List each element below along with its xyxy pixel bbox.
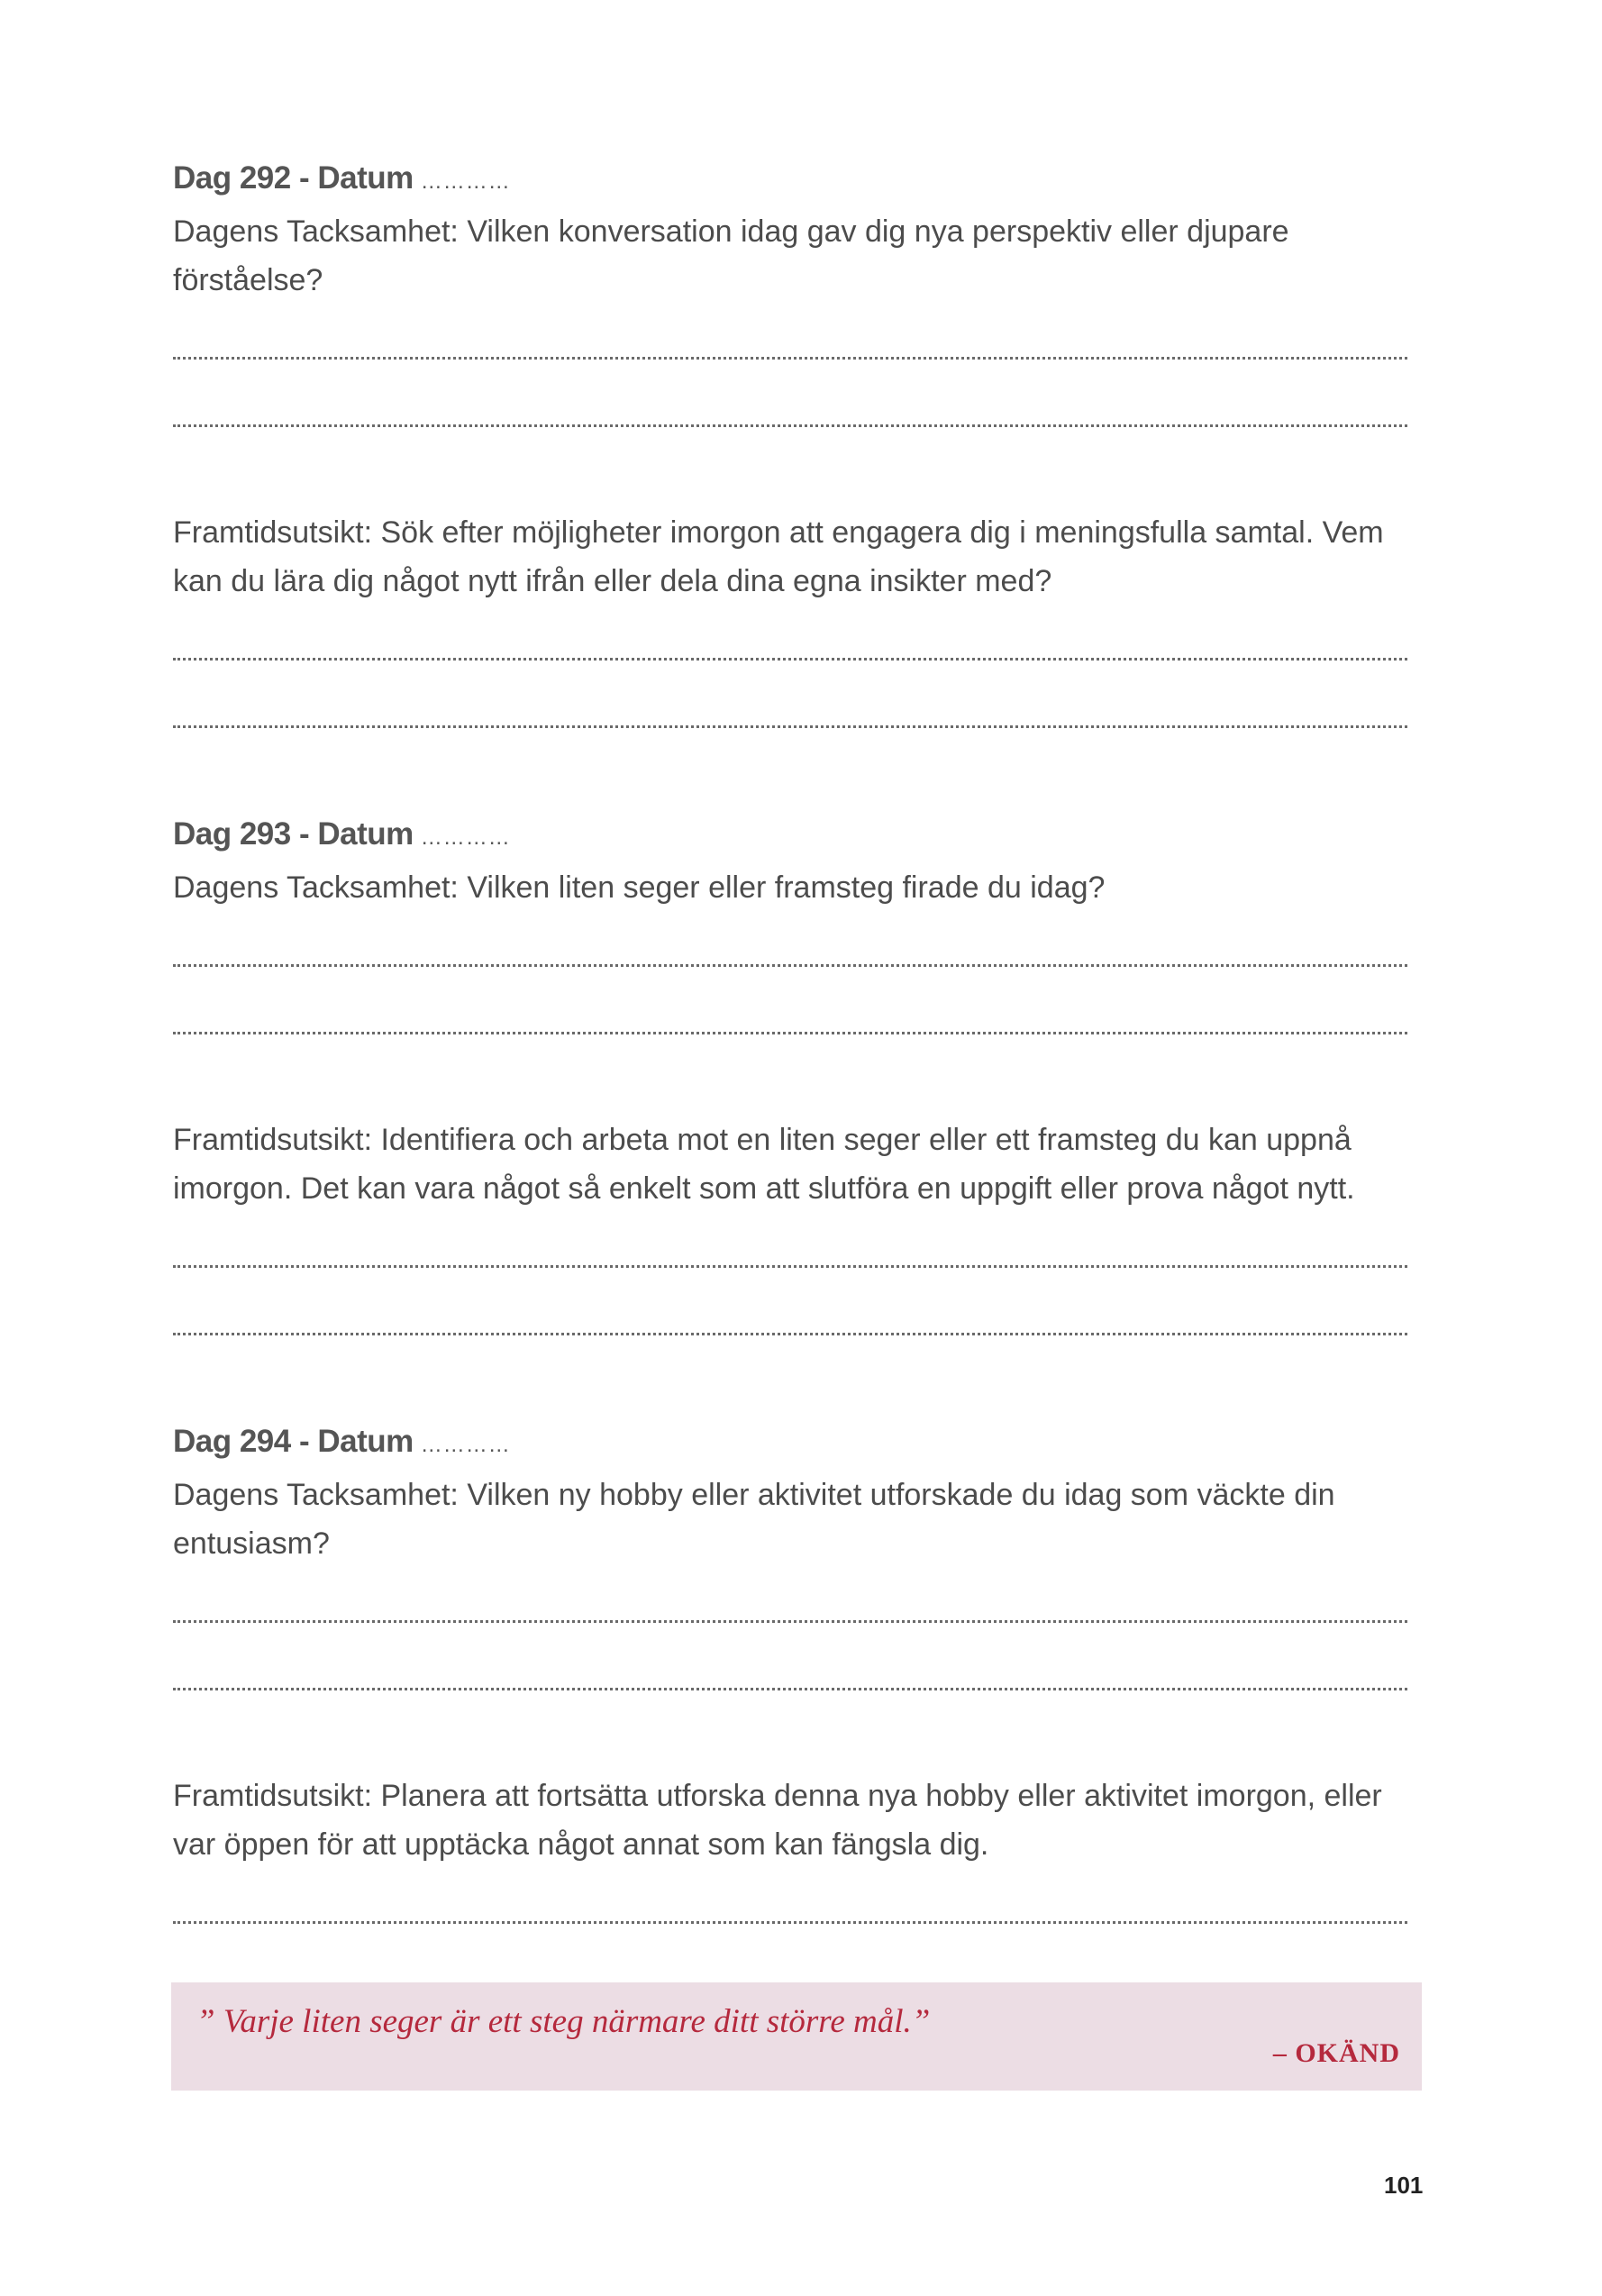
day-heading <box>173 1417 1407 1471</box>
day-entry-294 <box>173 1417 1407 1991</box>
quote-box <box>171 1982 1422 2091</box>
day-heading <box>173 153 1407 207</box>
day-heading <box>173 809 1407 863</box>
page-number: 101 <box>1384 2172 1424 2199</box>
day-title: Dag 294 - Datum <box>173 1424 414 1459</box>
day-entry-292 <box>173 153 1407 809</box>
date-field[interactable]: ………… <box>420 1433 511 1457</box>
quote-text: ” Varje liten seger är ett steg närmare ditt större mål.” <box>196 2003 931 2040</box>
day-title: Dag 293 - Datum <box>173 816 414 852</box>
gratitude-prompt: Dagens Tacksamhet: Vilken konversation idag gav dig nya perspektiv eller djupare förståelse? <box>173 214 1289 297</box>
day-title: Dag 292 - Datum <box>173 160 414 196</box>
outlook-prompt: Framtidsutsikt: Sök efter möjligheter imorgon att engagera dig i meningsfulla samtal. Vem kan du lära dig något nytt ifrån eller dela dina egna insikter med? <box>173 515 1384 598</box>
gratitude-prompt: Dagens Tacksamhet: Vilken liten seger eller framsteg firade du idag? <box>173 870 1106 905</box>
gratitude-prompt: Dagens Tacksamhet: Vilken ny hobby eller aktivitet utforskade du idag som väckte din entusiasm? <box>173 1478 1335 1561</box>
date-field[interactable]: ………… <box>420 825 511 850</box>
journal-page <box>173 153 1407 1991</box>
date-field[interactable]: ………… <box>420 169 511 194</box>
outlook-prompt: Framtidsutsikt: Planera att fortsätta utforska denna nya hobby eller aktivitet imorgon, eller var öppen för att upptäcka något annat som kan fängsla dig. <box>173 1779 1382 1862</box>
day-entry-293 <box>173 809 1407 1417</box>
quote-author: – OKÄND <box>1272 2038 1400 2068</box>
outlook-prompt: Framtidsutsikt: Identifiera och arbeta mot en liten seger eller ett framsteg du kan uppnå imorgon. Det kan vara något så enkelt som att slutföra en uppgift eller prova något nytt. <box>173 1123 1355 1206</box>
